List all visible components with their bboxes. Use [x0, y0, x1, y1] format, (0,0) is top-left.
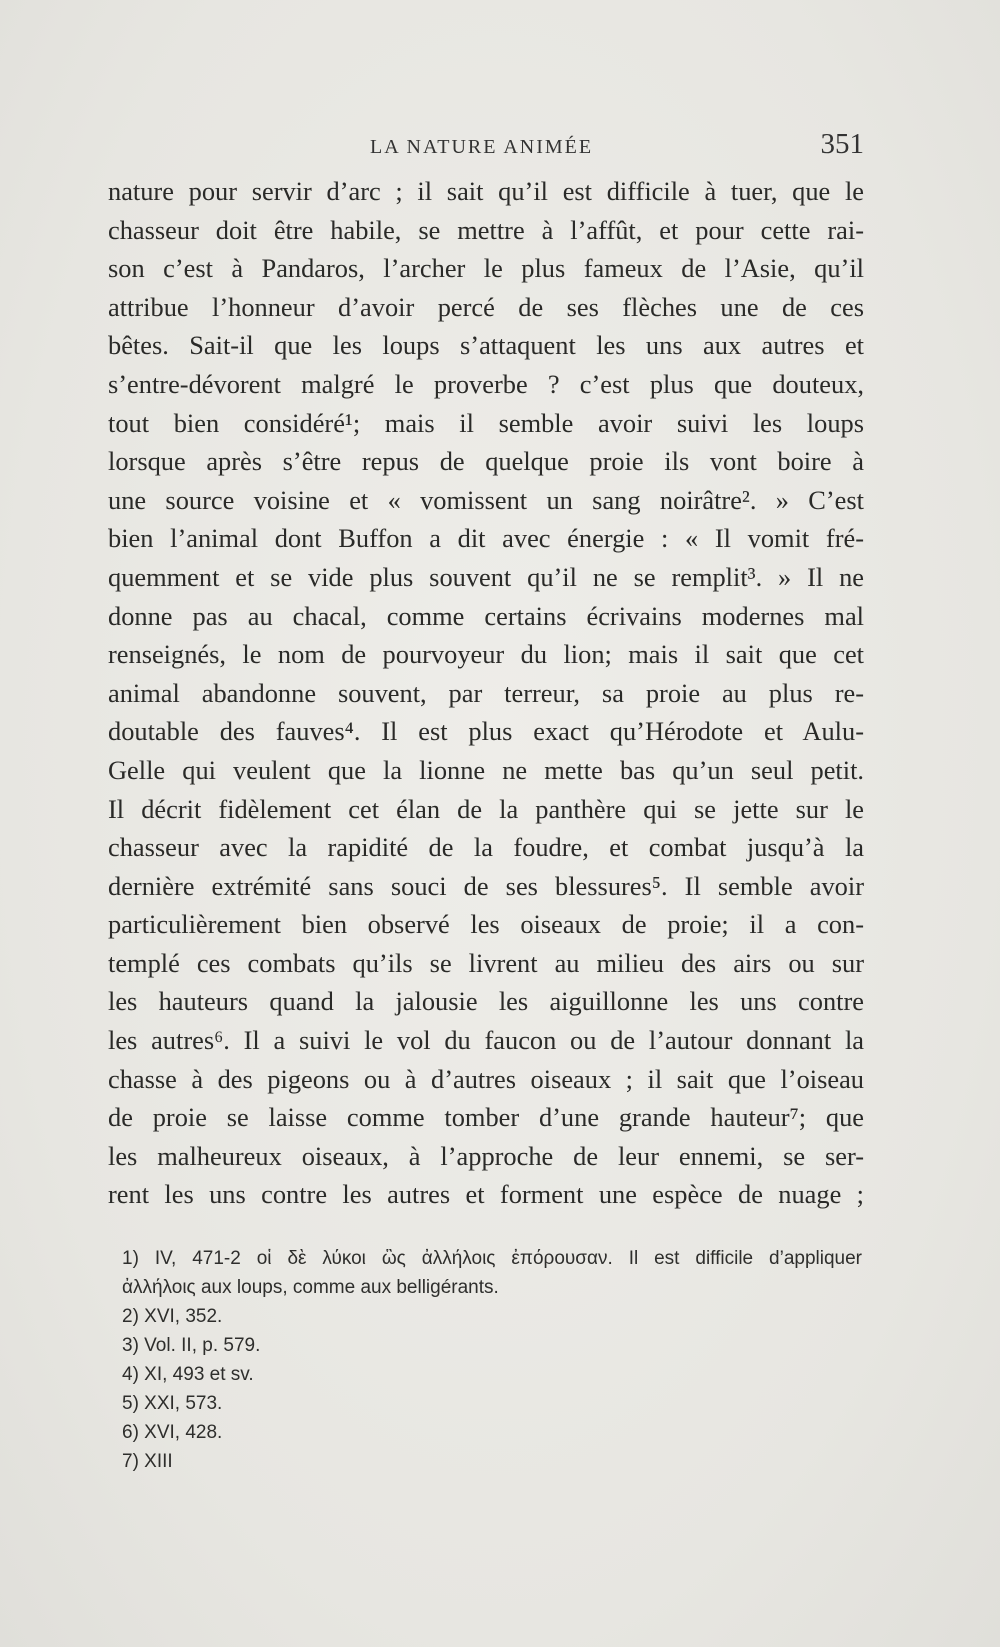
body-line: Il décrit fidèlement cet élan de la panthère qui se jette sur le — [108, 793, 864, 824]
body-line: rent les uns contre les autres et forment une espèce de nuage ; — [108, 1179, 864, 1210]
body-line: les autres⁶. Il a suivi le vol du faucon ou de l’autour donnant la — [108, 1025, 864, 1056]
body-line: Gelle qui veulent que la lionne ne mette bas qu’un seul petit. — [108, 754, 864, 785]
body-line: lorsque après s’être repus de quelque proie ils vont boire à — [108, 446, 864, 477]
footnote-1-continuation: ἀλλήλοις aux loups, comme aux belligérants. — [122, 1277, 499, 1298]
body-line: attribue l’honneur d’avoir percé de ses flèches une de ces — [108, 291, 864, 322]
body-line: bien l’animal dont Buffon a dit avec énergie : « Il vomit fré- — [108, 523, 864, 554]
body-line: renseignés, le nom de pourvoyeur du lion; mais il sait que cet — [108, 639, 864, 670]
footnote-4: 4) XI, 493 et sv. — [122, 1364, 254, 1385]
body-line: quemment et se vide plus souvent qu’il ne se remplit³. » Il ne — [108, 561, 864, 592]
body-line: les hauteurs quand la jalousie les aiguillonne les uns contre — [108, 986, 864, 1017]
body-line: animal abandonne souvent, par terreur, sa proie au plus re- — [108, 677, 864, 708]
body-line: son c’est à Pandaros, l’archer le plus fameux de l’Asie, qu’il — [108, 253, 864, 284]
page-header — [108, 128, 864, 168]
body-line: tout bien considéré¹; mais il semble avoir suivi les loups — [108, 407, 864, 438]
body-line: dernière extrémité sans souci de ses blessures⁵. Il semble avoir — [108, 870, 864, 901]
body-line: de proie se laisse comme tomber d’une grande hauteur⁷; que — [108, 1102, 864, 1133]
footnote-3: 3) Vol. II, p. 579. — [122, 1335, 261, 1356]
body-line: doutable des fauves⁴. Il est plus exact qu’Hérodote et Aulu- — [108, 716, 864, 747]
footnote-6: 6) XVI, 428. — [122, 1422, 223, 1443]
page-number: 351 — [820, 128, 864, 160]
body-line: nature pour servir d’arc ; il sait qu’il est difficile à tuer, que le — [108, 176, 864, 206]
footnote-2: 2) XVI, 352. — [122, 1306, 223, 1327]
body-line: chasseur doit être habile, se mettre à l’affût, et pour cette rai- — [108, 214, 864, 245]
body-line: une source voisine et « vomissent un sang noirâtre². » C’est — [108, 484, 864, 515]
body-line: chasseur avec la rapidité de la foudre, et combat jusqu’à la — [108, 832, 864, 863]
body-line: s’entre-dévorent malgré le proverbe ? c’est plus que douteux, — [108, 368, 864, 399]
footnote-7: 7) XIII — [122, 1451, 173, 1472]
footnote-5: 5) XXI, 573. — [122, 1393, 223, 1414]
body-line: templé ces combats qu’ils se livrent au milieu des airs ou sur — [108, 947, 864, 978]
body-text — [108, 172, 864, 1214]
footnote-1: 1) IV, 471-2 οἱ δὲ λύκοι ὣς ἀλλήλοις ἐπόρουσαν. Il est difficile d’appliquer — [122, 1248, 862, 1269]
body-line: particulièrement bien observé les oiseaux de proie; il a con- — [108, 909, 864, 940]
body-line: donne pas au chacal, comme certains écrivains modernes mal — [108, 600, 864, 631]
running-head: LA NATURE ANIMÉE — [370, 136, 594, 158]
body-line: les malheureux oiseaux, à l’approche de leur ennemi, se ser- — [108, 1140, 864, 1171]
body-line: chasse à des pigeons ou à d’autres oiseaux ; il sait que l’oiseau — [108, 1063, 864, 1094]
footnotes — [122, 1244, 862, 1476]
body-line: bêtes. Sait-il que les loups s’attaquent les uns aux autres et — [108, 330, 864, 361]
